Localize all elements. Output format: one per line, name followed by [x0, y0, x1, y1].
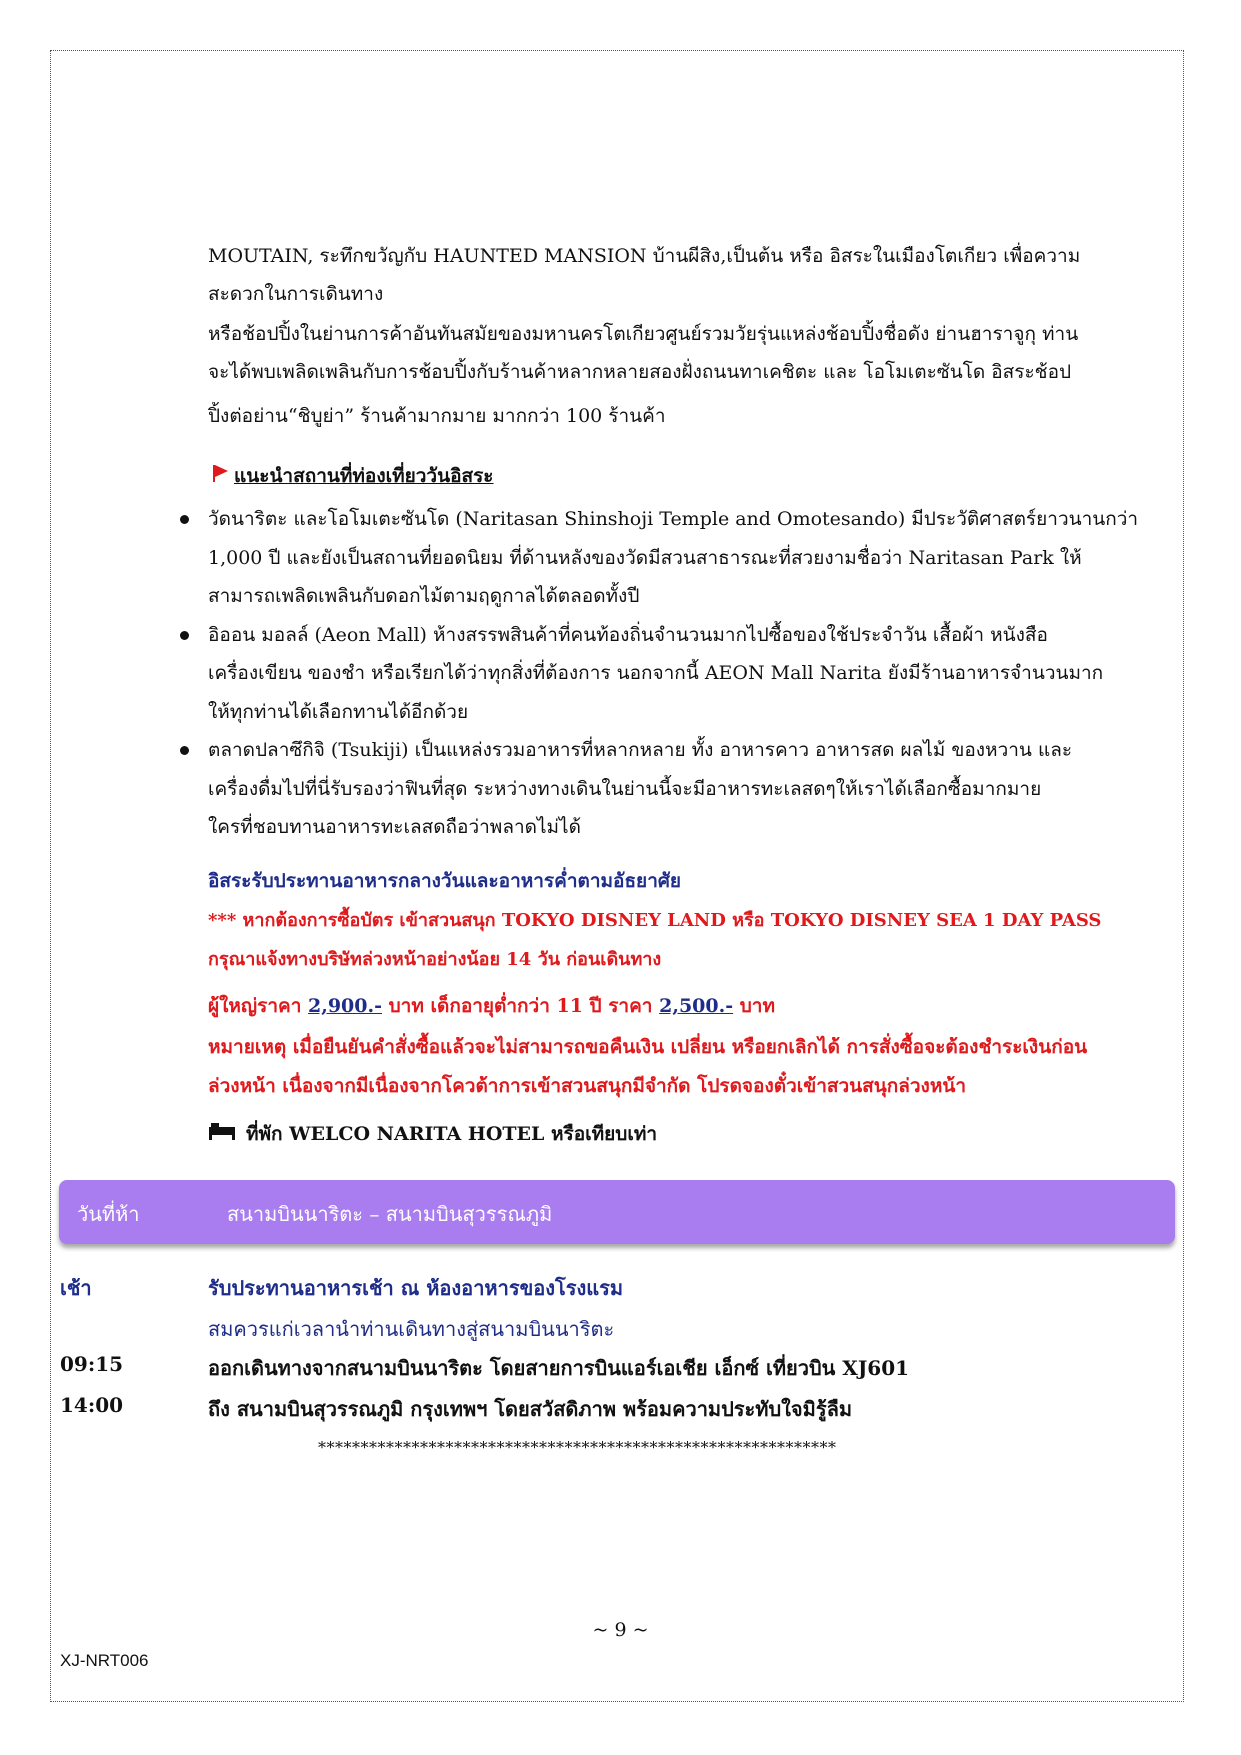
ticket-note-line-2: กรุณาแจ้งทางบริษัทล่วงหน้าอย่างน้อย 14 วัน ก่อนเดินทาง — [208, 949, 662, 970]
bullet-icon — [180, 515, 189, 524]
schedule-text: ออกเดินทางจากสนามบินนาริตะ โดยสายการบินแอร์เอเชีย เอ็กซ์ เที่ยวบิน XJ601 — [208, 1356, 910, 1380]
schedule-time: เช้า — [60, 1276, 92, 1300]
bullet-icon — [180, 746, 189, 755]
hotel-name: WELCO NARITA HOTEL หรือเทียบเท่า — [282, 1123, 658, 1145]
bullet-line: เครื่องเขียน ของชำ หรือเรียกได้ว่าทุกสิ่งที่ต้องการ นอกจากนี้ AEON Mall Narita ยังมีร้านอาหารจำนวนมาก — [208, 662, 1104, 684]
bullet-line: เครื่องดื่มไปที่นี่รับรองว่าฟินที่สุด ระหว่างทางเดินในย่านนี้จะมีอาหารทะเลสดๆให้เราได้เลือกซื้อมากมาย — [208, 777, 1042, 800]
bullet-line: วัดนาริตะ และโอโมเตะซันโด (Naritasan Shinshoji Temple and Omotesando) มีประวัติศาสตร์ยาวนานกว่า — [208, 508, 1139, 530]
schedule-row — [60, 1309, 1180, 1347]
adult-price: 2,900.- — [308, 995, 382, 1017]
intro-line-3: หรือช้อปปิ้งในย่านการค้าอันทันสมัยของมหานครโตเกียวศูนย์รวมวัยรุ่นแหล่งช้อบปิ้งชื่อดัง ย่านฮาราจูกุ ท่าน — [208, 323, 1079, 345]
doc-code: XJ-NRT006 — [60, 1651, 149, 1670]
recommend-heading-text: แนะนำสถานที่ท่องเที่ยววันอิสระ — [234, 465, 494, 487]
bullet-line: ตลาดปลาซึกิจิ (Tsukiji) เป็นแหล่งรวมอาหารที่หลากหลาย ทั้ง อาหารคาว อาหารสด ผลไม้ ของหวาน และ — [208, 739, 1073, 761]
page-number: ~ 9 ~ — [592, 1619, 649, 1641]
ticket-note-line-1: *** หากต้องการซื้อบัตร เข้าสวนสนุก TOKYO DISNEY LAND หรือ TOKYO DISNEY SEA 1 DAY PASS — [208, 910, 1102, 931]
hotel-line — [208, 1119, 657, 1150]
schedule-text: สมควรแก่เวลานำท่านเดินทางสู่สนามบินนาริตะ — [208, 1317, 615, 1341]
child-price-label: บาท เด็กอายุต่ำกว่า 11 ปี ราคา — [382, 995, 660, 1017]
adult-price-label: ผู้ใหญ่ราคา — [208, 995, 308, 1017]
day-header — [59, 1180, 1175, 1244]
price-unit: บาท — [733, 995, 775, 1017]
schedule-row — [60, 1389, 1180, 1427]
schedule-time: 14:00 — [60, 1393, 124, 1417]
schedule-row — [60, 1348, 1180, 1386]
intro-line-4: จะได้พบเพลิดเพลินกับการช้อบปิ้งกับร้านค้าหลากหลายสองฝั่งถนนทาเคชิตะ และ โอโมเตะซันโด อิสระช้อป — [208, 361, 1072, 383]
remark-line-1: หมายเหตุ เมื่อยืนยันคำสั่งซื้อแล้วจะไม่สามารถขอคืนเงิน เปลี่ยน หรือยกเลิกได้ การสั่งซื้อจะต้องชำระเงินก่อน — [208, 1036, 1088, 1058]
intro-line-2: สะดวกในการเดินทาง — [208, 283, 384, 305]
bullet-line: ให้ทุกท่านได้เลือกทานได้อีกด้วย — [208, 700, 469, 723]
attraction-list — [180, 500, 1178, 847]
bullet-line: สามารถเพลิดเพลินกับดอกไม้ตามฤดูกาลได้ตลอดทั้งปี — [208, 585, 640, 607]
list-item — [180, 616, 1178, 732]
price-line — [208, 991, 775, 1021]
day-label: วันที่ห้า — [77, 1202, 140, 1226]
recommend-heading — [212, 461, 494, 492]
divider-stars: ************************************************************* — [318, 1438, 837, 1457]
child-price: 2,500.- — [659, 995, 734, 1017]
schedule-row — [60, 1268, 1180, 1306]
list-item — [180, 731, 1178, 847]
list-item — [180, 500, 1178, 616]
remark-line-2: ล่วงหน้า เนื่องจากมีเนื่องจากโควต้าการเข้าสวนสนุกมีจำกัด โปรดจองตั๋วเข้าสวนสนุกล่วงหน้า — [208, 1075, 967, 1097]
bullet-line: อิออน มอลล์ (Aeon Mall) ห้างสรรพสินค้าที่คนท้องถิ่นจำนวนมากไปซื้อของใช้ประจำวัน เสื้อผ้า หนังสือ — [208, 623, 1048, 646]
bullet-line: ใครที่ชอบทานอาหารทะเลสดถือว่าพลาดไม่ได้ — [208, 816, 581, 838]
hotel-label: ที่พัก — [246, 1123, 283, 1145]
schedule-time: 09:15 — [60, 1352, 124, 1376]
schedule-text: รับประทานอาหารเช้า ณ ห้องอาหารของโรงแรม — [208, 1276, 624, 1300]
intro-line-5: ปิ้งต่อย่าน“ชิบูย่า” ร้านค้ามากมาย มากกว่า 100 ร้านค้า — [208, 405, 666, 427]
bullet-line: 1,000 ปี และยังเป็นสถานที่ยอดนิยม ที่ด้านหลังของวัดมีสวนสาธารณะที่สวยงามชื่อว่า Naritasan Park ให้ — [208, 546, 1082, 569]
meals-note: อิสระรับประทานอาหารกลางวันและอาหารค่ำตามอัธยาศัย — [208, 870, 682, 892]
bullet-icon — [180, 631, 189, 640]
intro-line-1: MOUTAIN, ระทึกขวัญกับ HAUNTED MANSION บ้านผีสิง,เป็นต้น หรือ อิสระในเมืองโตเกียว เพื่อความ — [208, 245, 1081, 267]
schedule-text: ถึง สนามบินสุวรรณภูมิ กรุงเทพฯ โดยสวัสดิภาพ พร้อมความประทับใจมิรู้ลืม — [208, 1397, 853, 1421]
day-title: สนามบินนาริตะ – สนามบินสุวรรณภูมิ — [227, 1202, 553, 1226]
bed-icon — [208, 1120, 236, 1150]
red-flag-icon — [212, 462, 230, 492]
